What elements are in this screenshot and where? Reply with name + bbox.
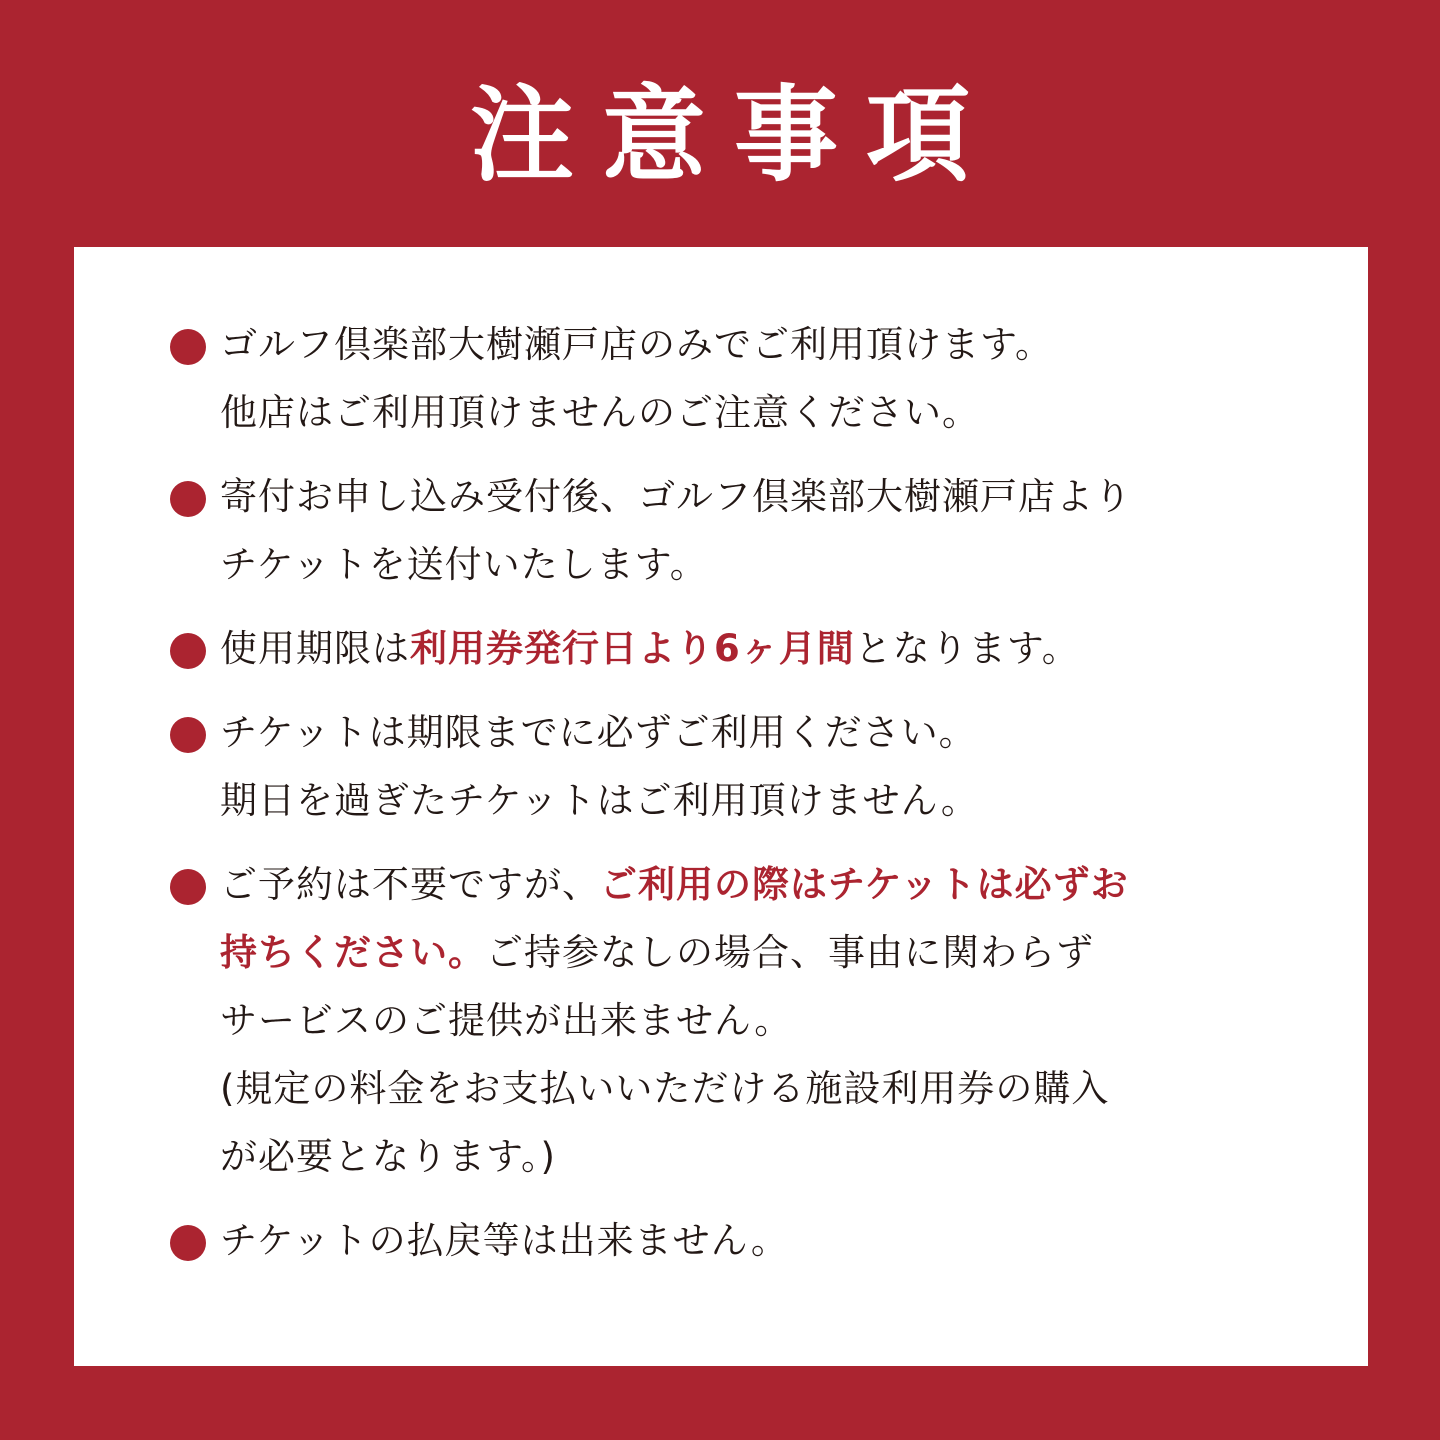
note-text: となります。 [854,627,1080,670]
note-line [220,851,1300,919]
highlight-text: 持ちください。 [220,931,486,974]
highlight-text: ご利用の際はチケットは必ずお [600,863,1129,906]
list-item [170,1207,1300,1275]
note-line [220,919,1300,987]
note-text: チケットを送付いたします。 [220,543,708,586]
note-text: チケットの払戻等は出来ません。 [220,1219,789,1262]
note-text: ゴルフ倶楽部大樹瀬戸店のみでご利用頂けます。 [220,323,1054,366]
list-item [170,311,1300,447]
note-text: 使用期限は [220,627,410,670]
note-text: サービスのご提供が出来ません。 [220,999,793,1042]
bullet-icon [170,329,206,365]
notice-panel [74,247,1368,1366]
notes-list [170,311,1300,1291]
page-title: 注意事項 [469,74,998,196]
note-text: ご予約は不要ですが、 [220,863,600,906]
bullet-icon [170,717,206,753]
note-text: 期日を過ぎたチケットはご利用頂けません。 [220,779,979,822]
highlight-text: 利用券発行日より6ヶ月間 [410,627,855,670]
bullet-icon [170,869,206,905]
bullet-icon [170,1225,206,1261]
bullet-icon [170,633,206,669]
note-line [220,615,1300,683]
list-item [170,463,1300,599]
list-item [170,615,1300,683]
list-item [170,699,1300,835]
note-text: (規定の料金をお支払いいただける施設利用券の購入 [220,1067,1110,1110]
bullet-icon [170,481,206,517]
note-text: ご持参なしの場合、事由に関わらず [486,931,1094,974]
note-text: チケットは期限までに必ずご利用ください。 [220,711,977,754]
note-text: が必要となります。) [220,1135,556,1178]
note-text: 他店はご利用頂けませんのご注意ください。 [220,391,980,434]
note-text: 寄付お申し込み受付後、ゴルフ倶楽部大樹瀬戸店より [220,475,1132,518]
list-item [170,851,1300,1191]
